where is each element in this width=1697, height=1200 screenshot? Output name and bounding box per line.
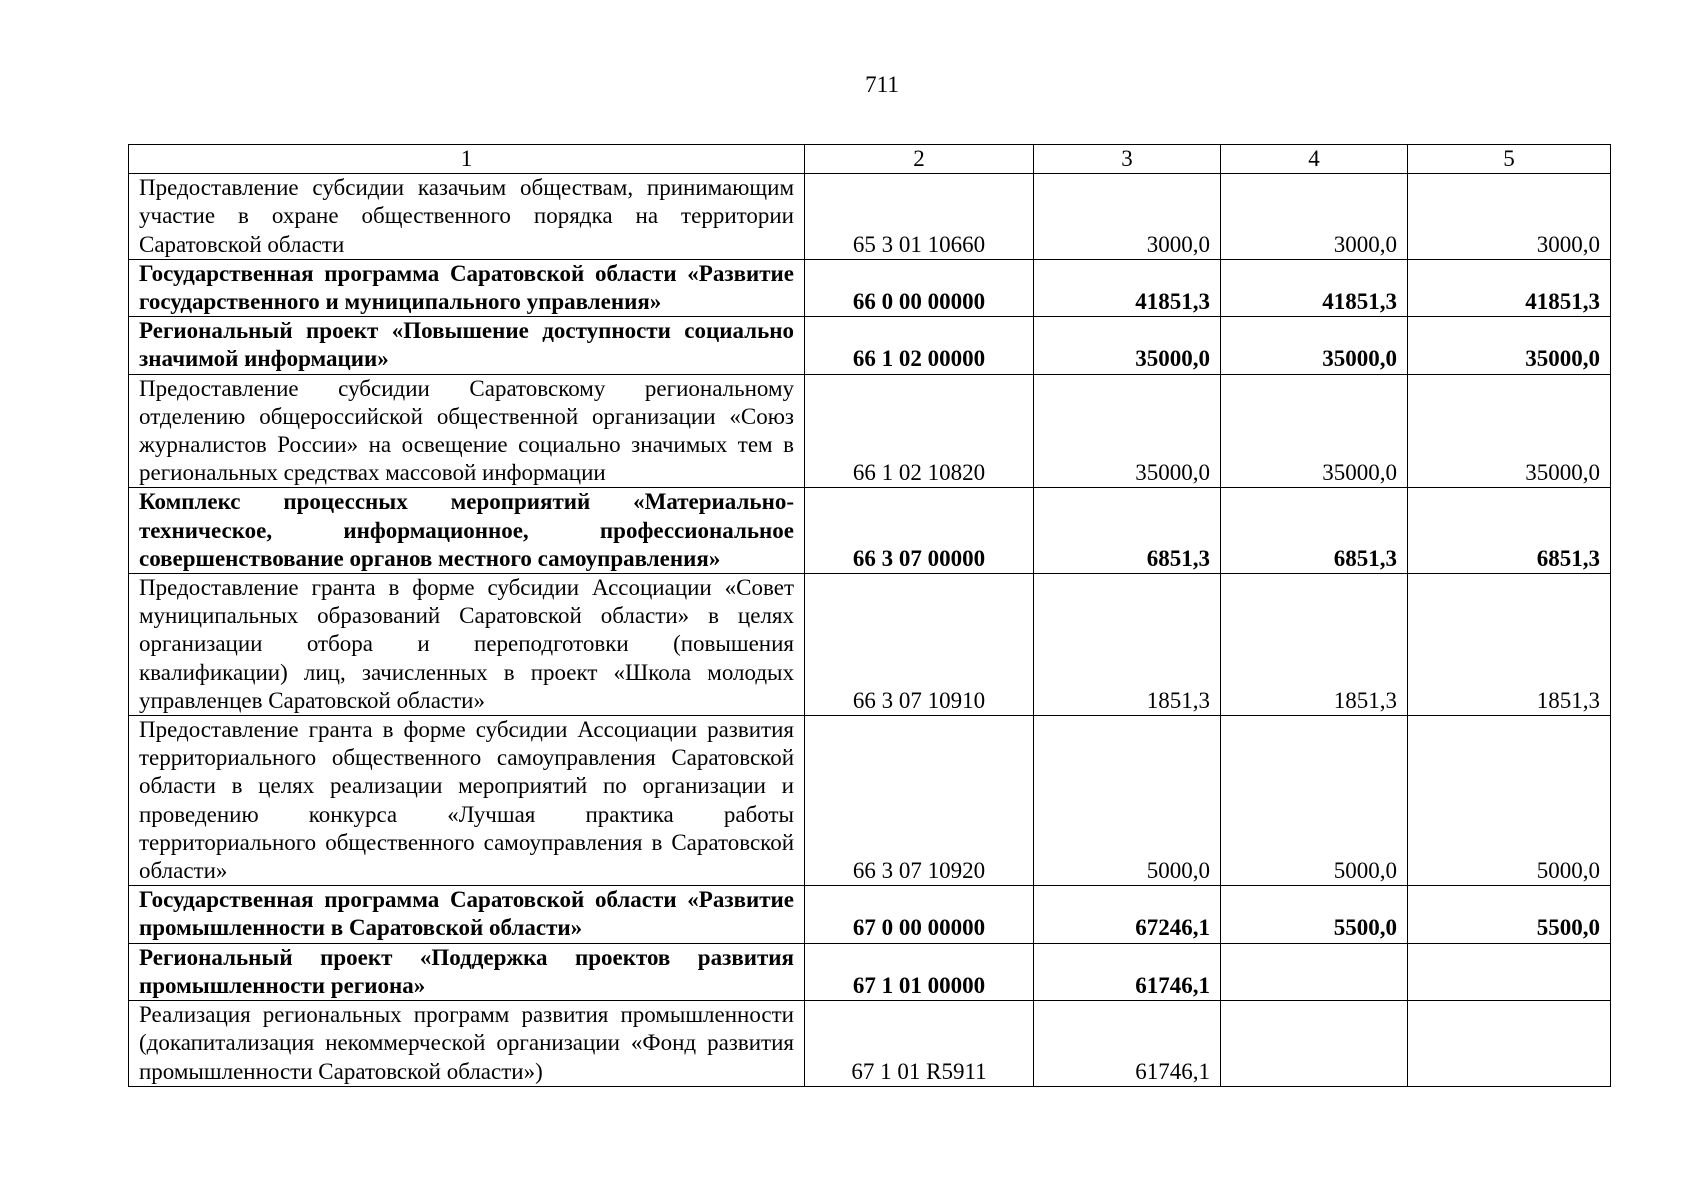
table-header-row bbox=[129, 145, 1611, 174]
row-value-col3: 61746,1 bbox=[1034, 943, 1221, 1000]
row-name-cell: Реализация региональных программ развития промышленности (докапитализация некоммерческой организации «Фонд развития промышленности Саратовской области») bbox=[129, 1001, 805, 1087]
row-value-col4: 35000,0 bbox=[1221, 317, 1408, 374]
column-header: 1 bbox=[129, 145, 805, 174]
row-value-col3: 35000,0 bbox=[1034, 317, 1221, 374]
row-value-col3: 3000,0 bbox=[1034, 174, 1221, 260]
row-code-cell: 67 1 01 00000 bbox=[805, 943, 1034, 1000]
row-value-col3: 1851,3 bbox=[1034, 574, 1221, 716]
column-header: 5 bbox=[1408, 145, 1611, 174]
row-name-cell: Предоставление гранта в форме субсидии Ассоциации «Совет муниципальных образований Саратовской области» в целях организации отбора и переподготовки (повышения квалификации) лиц, зачисленных в проект «Школа молодых управленцев Саратовской области» bbox=[129, 574, 805, 716]
row-code-cell: 66 3 07 10910 bbox=[805, 574, 1034, 716]
row-name-cell: Предоставление субсидии Саратовскому региональному отделению общероссийской общественной организации «Союз журналистов России» на освещение социально значимых тем в региональных средствах массовой информации bbox=[129, 374, 805, 488]
row-value-col3: 5000,0 bbox=[1034, 716, 1221, 886]
row-value-col3: 35000,0 bbox=[1034, 374, 1221, 488]
row-value-col5: 41851,3 bbox=[1408, 259, 1611, 316]
row-code-cell: 67 1 01 R5911 bbox=[805, 1001, 1034, 1087]
row-value-col3: 6851,3 bbox=[1034, 488, 1221, 574]
table-row bbox=[129, 886, 1611, 943]
row-name-cell: Государственная программа Саратовской области «Развитие промышленности в Саратовской области» bbox=[129, 886, 805, 943]
row-value-col4: 5500,0 bbox=[1221, 886, 1408, 943]
row-value-col4: 5000,0 bbox=[1221, 716, 1408, 886]
table-row bbox=[129, 1001, 1611, 1087]
page-number: 711 bbox=[865, 72, 899, 97]
row-name-cell: Предоставление субсидии казачьим обществам, принимающим участие в охране общественного порядка на территории Саратовской области bbox=[129, 174, 805, 260]
column-header: 2 bbox=[805, 145, 1034, 174]
budget-table bbox=[128, 144, 1611, 1087]
table-row bbox=[129, 943, 1611, 1000]
row-name-cell: Государственная программа Саратовской области «Развитие государственного и муниципального управления» bbox=[129, 259, 805, 316]
row-name-cell: Предоставление гранта в форме субсидии Ассоциации развития территориального общественного самоуправления Саратовской области в целях реализации мероприятий по организации и проведению конкурса «Лучшая практика работы территориального общественного самоуправления в Саратовской области» bbox=[129, 716, 805, 886]
row-code-cell: 66 1 02 10820 bbox=[805, 374, 1034, 488]
row-value-col5 bbox=[1408, 943, 1611, 1000]
row-value-col4: 6851,3 bbox=[1221, 488, 1408, 574]
row-code-cell: 66 1 02 00000 bbox=[805, 317, 1034, 374]
row-value-col5: 5000,0 bbox=[1408, 716, 1611, 886]
row-value-col3: 61746,1 bbox=[1034, 1001, 1221, 1087]
row-code-cell: 65 3 01 10660 bbox=[805, 174, 1034, 260]
row-value-col4: 3000,0 bbox=[1221, 174, 1408, 260]
row-value-col4: 1851,3 bbox=[1221, 574, 1408, 716]
table-row bbox=[129, 317, 1611, 374]
row-value-col4: 41851,3 bbox=[1221, 259, 1408, 316]
row-value-col3: 67246,1 bbox=[1034, 886, 1221, 943]
row-code-cell: 67 0 00 00000 bbox=[805, 886, 1034, 943]
table-row bbox=[129, 488, 1611, 574]
row-value-col5: 3000,0 bbox=[1408, 174, 1611, 260]
table-row bbox=[129, 716, 1611, 886]
row-name-cell: Комплекс процессных мероприятий «Материально-техническое, информационное, профессиональное совершенствование органов местного самоуправления» bbox=[129, 488, 805, 574]
row-value-col5: 5500,0 bbox=[1408, 886, 1611, 943]
row-value-col4 bbox=[1221, 1001, 1408, 1087]
row-value-col5: 35000,0 bbox=[1408, 374, 1611, 488]
row-value-col5 bbox=[1408, 1001, 1611, 1087]
column-header: 3 bbox=[1034, 145, 1221, 174]
table-row bbox=[129, 374, 1611, 488]
column-header: 4 bbox=[1221, 145, 1408, 174]
row-value-col5: 6851,3 bbox=[1408, 488, 1611, 574]
table-row bbox=[129, 259, 1611, 316]
row-code-cell: 66 3 07 00000 bbox=[805, 488, 1034, 574]
row-name-cell: Региональный проект «Поддержка проектов развития промышленности региона» bbox=[129, 943, 805, 1000]
table-row bbox=[129, 174, 1611, 260]
row-value-col5: 35000,0 bbox=[1408, 317, 1611, 374]
row-value-col4 bbox=[1221, 943, 1408, 1000]
row-name-cell: Региональный проект «Повышение доступности социально значимой информации» bbox=[129, 317, 805, 374]
row-code-cell: 66 3 07 10920 bbox=[805, 716, 1034, 886]
table-row bbox=[129, 574, 1611, 716]
row-value-col5: 1851,3 bbox=[1408, 574, 1611, 716]
row-value-col3: 41851,3 bbox=[1034, 259, 1221, 316]
row-value-col4: 35000,0 bbox=[1221, 374, 1408, 488]
row-code-cell: 66 0 00 00000 bbox=[805, 259, 1034, 316]
